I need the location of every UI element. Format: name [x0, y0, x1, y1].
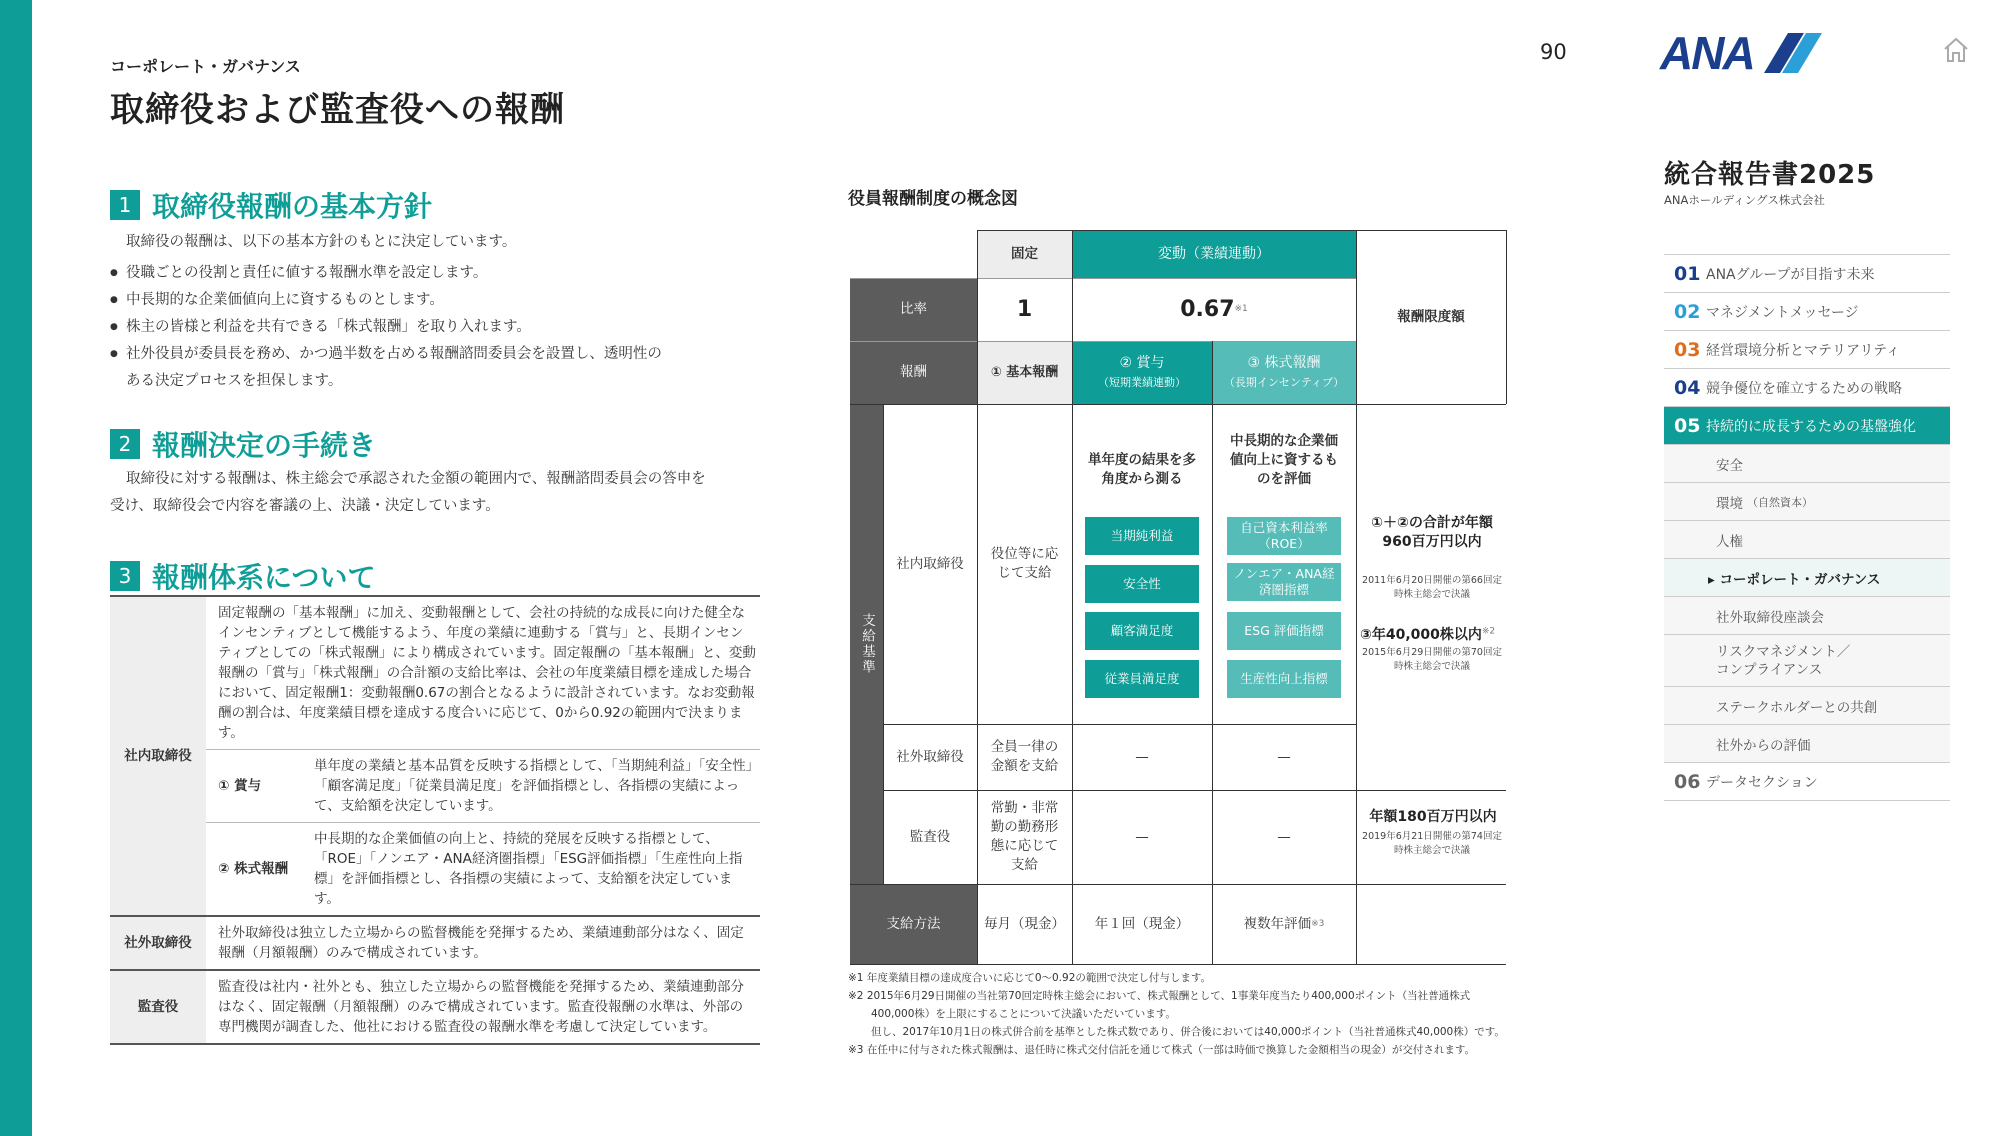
method-basic: 毎月（現金）	[984, 915, 1065, 932]
nav-sub-environment[interactable]	[1664, 483, 1950, 521]
metric-non-air: ノンエア・ANA経済圏指標	[1227, 563, 1341, 601]
grid-line	[850, 964, 1506, 965]
stock-description: 中長期的な企業価値向上に資するものを評価	[1230, 432, 1338, 487]
method-label: 支給方法	[850, 884, 977, 964]
grid-line	[850, 404, 1506, 405]
limit-3-note: 2019年6月21日開催の第74回定時株主総会で決議	[1362, 831, 1502, 856]
limit-2-note: 2015年6月29日開催の第70回定時株主総会で決議	[1362, 647, 1502, 672]
grid-line	[850, 341, 1356, 342]
nav-sub-label: ▸ コーポレート・ガバナンス	[1708, 571, 1881, 588]
nav-label: データセクション	[1706, 774, 1818, 791]
heading-number: 1	[110, 190, 140, 220]
nav-sub-label: 社外からの評価	[1716, 737, 1811, 754]
method-stock: 複数年評価	[1243, 915, 1312, 932]
limit-3: 年額180百万円以内	[1369, 809, 1497, 825]
grid-line	[1506, 230, 1507, 404]
heading-basic-policy	[110, 185, 432, 225]
footnote-2-cont: 400,000株）を上限にすることについて決議いただいています。	[871, 1008, 1176, 1020]
grid-line	[1356, 230, 1357, 964]
outside-stock-dash: —	[1277, 748, 1291, 765]
metric-safety: 安全性	[1085, 565, 1199, 603]
inside-basic-basis: 役位等に応じて支給	[990, 546, 1059, 581]
limit-header: 報酬限度額	[1397, 308, 1465, 325]
grid-line	[1072, 230, 1073, 964]
outside-director-text: 社外取締役は独立した立場からの監督機能を発揮するため、業績連動部分はなく、固定報酬（月額報酬）のみで構成されています。	[206, 916, 760, 970]
grid-line	[977, 230, 1506, 231]
inside-director-text: 固定報酬の「基本報酬」に加え、変動報酬として、会社の持続的な成長に向けた健全なインセンティブとして機能するよう、年度の業績に連動する「賞与」と、長期インセンティブとしての「株式報酬」により構成されています。固定報酬の「基本報酬」と、変動報酬の「賞与」「株式報酬」の合計額の支給比率は、会社の年度業績目標を達成した場合において、固定報酬1：変動報酬0.67の割合となるように設計されています。なお変動報酬の割合は、年度業績目標を達成する度合いに応じて、0から0.92の範囲内で決まります。	[206, 596, 760, 750]
footnote-2: ※2 2015年6月29日開催の当社第70回定時株主総会において、株式報酬として、1事業年度当たり400,000ポイント（当社普通株式	[848, 990, 1471, 1002]
nav-sub-human-rights[interactable]	[1664, 521, 1950, 559]
bonus-reward-title: ② 賞与	[1119, 354, 1165, 371]
metric-esg: ESG 評価指標	[1227, 612, 1341, 650]
footnote-3: ※3 在任中に付与された株式報酬は、退任時に株式交付信託を通じて株式（一部は時価で換算した金額相当の現金）が交付されます。	[848, 1044, 1475, 1056]
nav-number: 03	[1674, 338, 1701, 361]
ratio-fixed: 1	[1016, 297, 1033, 322]
nav-sub-corporate-governance[interactable]	[1664, 559, 1950, 597]
grid-line	[850, 278, 977, 279]
ratio-variable: 0.67	[1180, 297, 1235, 322]
compensation-structure-table	[110, 595, 760, 1045]
diagram-title: 役員報酬制度の概念図	[848, 189, 1018, 209]
nav-item-05[interactable]	[1664, 407, 1950, 445]
home-icon[interactable]	[1942, 36, 1970, 64]
metric-employee-satisfaction: 従業員満足度	[1085, 660, 1199, 698]
heading-number: 2	[110, 429, 140, 459]
policy-bullet-list	[110, 260, 670, 395]
grid-line	[977, 278, 1356, 279]
nav-number: 06	[1674, 770, 1701, 793]
nav-item-04[interactable]	[1664, 369, 1950, 407]
list-item: ● 役職ごとの役割と責任に値する報酬水準を設定します。	[110, 260, 670, 287]
nav-item-02[interactable]	[1664, 293, 1950, 331]
nav-label: 経営環境分析とマテリアリティ	[1706, 342, 1901, 359]
list-item: ● 株主の皆様と利益を共有できる「株式報酬」を取り入れます。	[110, 314, 670, 341]
ana-logo-text: ANA	[1660, 27, 1754, 79]
policy-intro: 取締役の報酬は、以下の基本方針のもとに決定しています。	[126, 234, 517, 250]
stock-reward-title: ③ 株式報酬	[1247, 354, 1321, 371]
nav-sub-label: ステークホルダーとの共創	[1716, 699, 1878, 716]
ratio-variable-cell	[1072, 278, 1356, 341]
row-head-auditor: 監査役	[110, 970, 206, 1044]
bonus-head: ① 賞与	[206, 750, 306, 823]
nav-item-03[interactable]	[1664, 331, 1950, 369]
page-number: 90	[1540, 40, 1567, 64]
row-head-outside-director: 社外取締役	[110, 916, 206, 970]
footnote-1: ※1 年度業績目標の達成度合いに応じて0～0.92の範囲で決定し付与します。	[848, 972, 1212, 984]
company-name: ANAホールディングス株式会社	[1664, 193, 1825, 207]
nav-sub-label-line2: コンプライアンス	[1716, 661, 1823, 678]
report-title: 統合報告書2025	[1664, 160, 1876, 190]
stock-text: 中長期的な企業価値の向上と、持続的発展を反映する指標として、「ROE」「ノンエア・ANA経済圏指標」「ESG評価指標」「生産性向上指標」を評価指標とし、各指標の実績によって、支給額を決定しています。	[306, 823, 760, 917]
limit-1: ①＋②の合計が年額960百万円以内	[1371, 515, 1493, 550]
nav-label: 競争優位を確立するための戦略	[1706, 380, 1902, 397]
bonus-reward-sub: （短期業績連動）	[1098, 375, 1186, 389]
heading-text: 報酬体系について	[152, 561, 376, 594]
list-item: ● 中長期的な企業価値向上に資するものとします。	[110, 287, 670, 314]
metric-customer-satisfaction: 顧客満足度	[1085, 612, 1199, 650]
stock-reward	[1212, 341, 1356, 404]
nav-item-06[interactable]	[1664, 763, 1950, 801]
procedure-text-line2: 受け、取締役会で内容を審議の上、決議・決定しています。	[110, 498, 500, 514]
metric-productivity: 生産性向上指標	[1227, 660, 1341, 698]
footnote-2-cont2: 但し、2017年10月1日の株式併合前を基準とした株式数であり、併合後においては40,000ポイント（当社普通株式40,000株）です。	[871, 1026, 1505, 1038]
heading-structure	[110, 556, 375, 596]
row-head-inside-director: 社内取締役	[110, 596, 206, 916]
outside-director-label: 社外取締役	[896, 748, 964, 765]
grid-line	[883, 724, 1356, 725]
heading-procedure	[110, 424, 376, 464]
stock-reward-sub: （長期インセンティブ）	[1223, 375, 1345, 389]
page-title: 取締役および監査役への報酬	[110, 90, 565, 130]
grid-line	[850, 884, 1506, 885]
metric-roe: 自己資本利益率（ROE）	[1227, 517, 1341, 555]
heading-number: 3	[110, 561, 140, 591]
limit-2: ③年40,000株以内	[1360, 627, 1482, 643]
grid-line	[883, 404, 884, 884]
accent-side-bar	[0, 0, 32, 1136]
nav-sub-label: 安全	[1716, 457, 1743, 474]
nav-number: 01	[1674, 262, 1701, 285]
ratio-variable-note: ※1	[1234, 304, 1248, 314]
nav-sub-label: 社外取締役座談会	[1716, 609, 1824, 626]
grid-line	[1212, 341, 1213, 964]
auditor-text: 監査役は社内・社外とも、独立した立場からの監督機能を発揮するため、業績連動部分はなく、固定報酬（月額報酬）のみで構成されています。監査役報酬の水準は、外部の専門機関が調査した、他社における監査役の報酬水準を考慮して決定しています。	[206, 970, 760, 1044]
nav-sub-risk-management[interactable]	[1664, 635, 1950, 687]
nav-sub-note: （自然資本）	[1747, 495, 1813, 509]
fixed-header: 固定	[977, 230, 1072, 278]
nav-label: 持続的に成長するための基盤強化	[1706, 418, 1916, 435]
nav-label: ANAグループが目指す未来	[1706, 266, 1875, 283]
auditor-label: 監査役	[909, 828, 951, 845]
list-item: ● 社外役員が委員長を務め、かつ過半数を占める報酬諮問委員会を設置し、透明性のある決定プロセスを担保します。	[110, 341, 670, 395]
nav-label: マネジメントメッセージ	[1706, 304, 1859, 321]
basis-label: 支給基準	[850, 404, 883, 884]
bonus-text: 単年度の業績と基本品質を反映する指標として、「当期純利益」「安全性」「顧客満足度」「従業員満足度」を評価指標とし、各指標の実績によって、支給額を決定しています。	[306, 750, 760, 823]
nav-number: 04	[1674, 376, 1701, 399]
ana-stripes-icon	[1754, 31, 1824, 75]
limit-1-note: 2011年6月20日開催の第66回定時株主総会で決議	[1362, 575, 1502, 600]
nav-item-01[interactable]	[1664, 254, 1950, 293]
nav-sub-external-evaluation[interactable]	[1664, 725, 1950, 763]
stock-head: ② 株式報酬	[206, 823, 306, 917]
nav-sub-label: 環境	[1716, 495, 1743, 512]
metric-net-income: 当期純利益	[1085, 517, 1199, 555]
heading-text: 取締役報酬の基本方針	[152, 190, 433, 223]
limit-2-mark: ※2	[1481, 626, 1496, 637]
bonus-reward	[1072, 341, 1212, 404]
nav-sub-safety[interactable]	[1664, 445, 1950, 483]
auditor-stock-dash: —	[1277, 828, 1291, 845]
bonus-description: 単年度の結果を多角度から測る	[1088, 452, 1196, 487]
ratio-label: 比率	[850, 278, 977, 341]
heading-text: 報酬決定の手続き	[152, 429, 377, 462]
nav-number: 05	[1674, 414, 1701, 437]
basic-reward: ① 基本報酬	[977, 341, 1072, 404]
auditor-basic-basis: 常勤・非常勤の勤務形態に応じて支給	[990, 800, 1059, 873]
inside-director-label: 社内取締役	[896, 555, 964, 572]
outside-bonus-dash: —	[1135, 748, 1149, 765]
nav-sub-outside-director-roundtable[interactable]	[1664, 597, 1950, 635]
nav-number: 02	[1674, 300, 1701, 323]
nav-sub-stakeholder[interactable]	[1664, 687, 1950, 725]
reward-label: 報酬	[850, 341, 977, 404]
outside-basic-basis: 全員一律の金額を支給	[990, 739, 1059, 774]
ana-logo[interactable]	[1660, 26, 1824, 80]
procedure-text-line1: 取締役に対する報酬は、株主総会で承認された金額の範囲内で、報酬諮問委員会の答申を	[126, 471, 706, 487]
method-bonus: 年１回（現金）	[1094, 915, 1190, 932]
method-stock-cell	[1212, 884, 1356, 964]
method-stock-note: ※3	[1311, 918, 1325, 929]
section-label: コーポレート・ガバナンス	[110, 57, 301, 76]
variable-header: 変動（業績連動）	[1072, 230, 1356, 278]
grid-line	[977, 230, 978, 964]
nav-sub-label: リスクマネジメント／	[1716, 643, 1851, 660]
auditor-bonus-dash: —	[1135, 828, 1149, 845]
limit-2-line	[1360, 624, 1510, 644]
nav-sub-label: 人権	[1716, 533, 1743, 550]
